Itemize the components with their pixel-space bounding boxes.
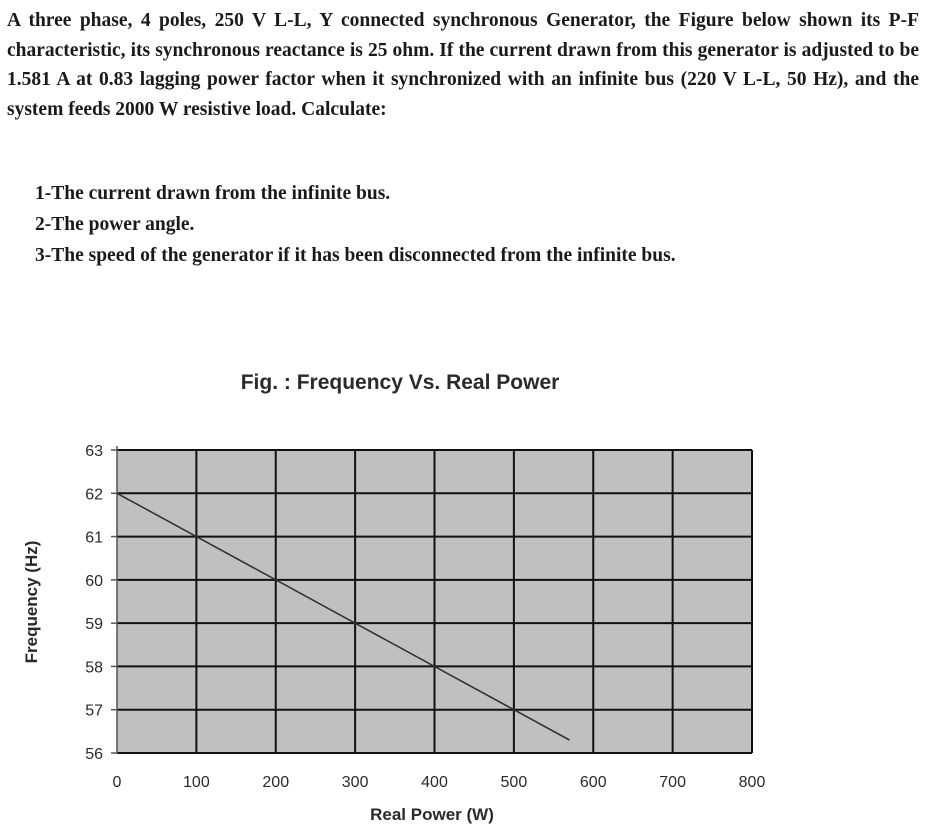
y-axis — [85, 443, 117, 763]
x-tick-label: 400 — [421, 774, 448, 791]
x-tick-label: 500 — [500, 774, 528, 791]
chart-title: Fig. : Frequency Vs. Real Power — [240, 371, 560, 394]
y-tick-label: 57 — [85, 702, 103, 720]
y-tick-label: 58 — [85, 659, 103, 677]
task-item-1: 1-The current drawn from the infinite bus. — [35, 183, 391, 204]
x-tick-label: 200 — [262, 774, 290, 791]
y-tick-label: 63 — [85, 443, 103, 460]
task-item-3: 3-The speed of the generator if it has been disconnected from the infinite bus. — [35, 245, 676, 266]
x-axis — [113, 774, 766, 791]
x-tick-label: 100 — [183, 774, 210, 791]
y-tick-label: 62 — [85, 486, 103, 504]
y-tick-label: 59 — [85, 616, 103, 634]
y-tick-label: 60 — [85, 572, 103, 590]
x-tick-label: 0 — [112, 774, 122, 791]
y-tick-label: 56 — [85, 746, 103, 763]
x-tick-label: 800 — [738, 774, 766, 791]
x-tick-label: 600 — [579, 774, 607, 791]
task-item-2: 2-The power angle. — [35, 214, 195, 235]
y-tick-label: 61 — [85, 529, 103, 547]
x-tick-label: 700 — [659, 774, 686, 791]
problem-statement: A three phase, 4 poles, 250 V L-L, Y connected synchronous Generator, the Figure below shown its P-F characteristic, its synchronous reactance is 25 ohm. If the current drawn from this generator is adjusted to be 1.581 A at 0.83 lagging power factor when it synchronized with an infinite bus (220 V L-L, 50 Hz), and the system feeds 2000 W resistive load. Calculate: — [7, 10, 919, 120]
y-axis-label: Frequency (Hz) — [22, 540, 41, 664]
x-axis-label: Real Power (W) — [370, 805, 494, 824]
x-tick-label: 300 — [341, 774, 369, 791]
